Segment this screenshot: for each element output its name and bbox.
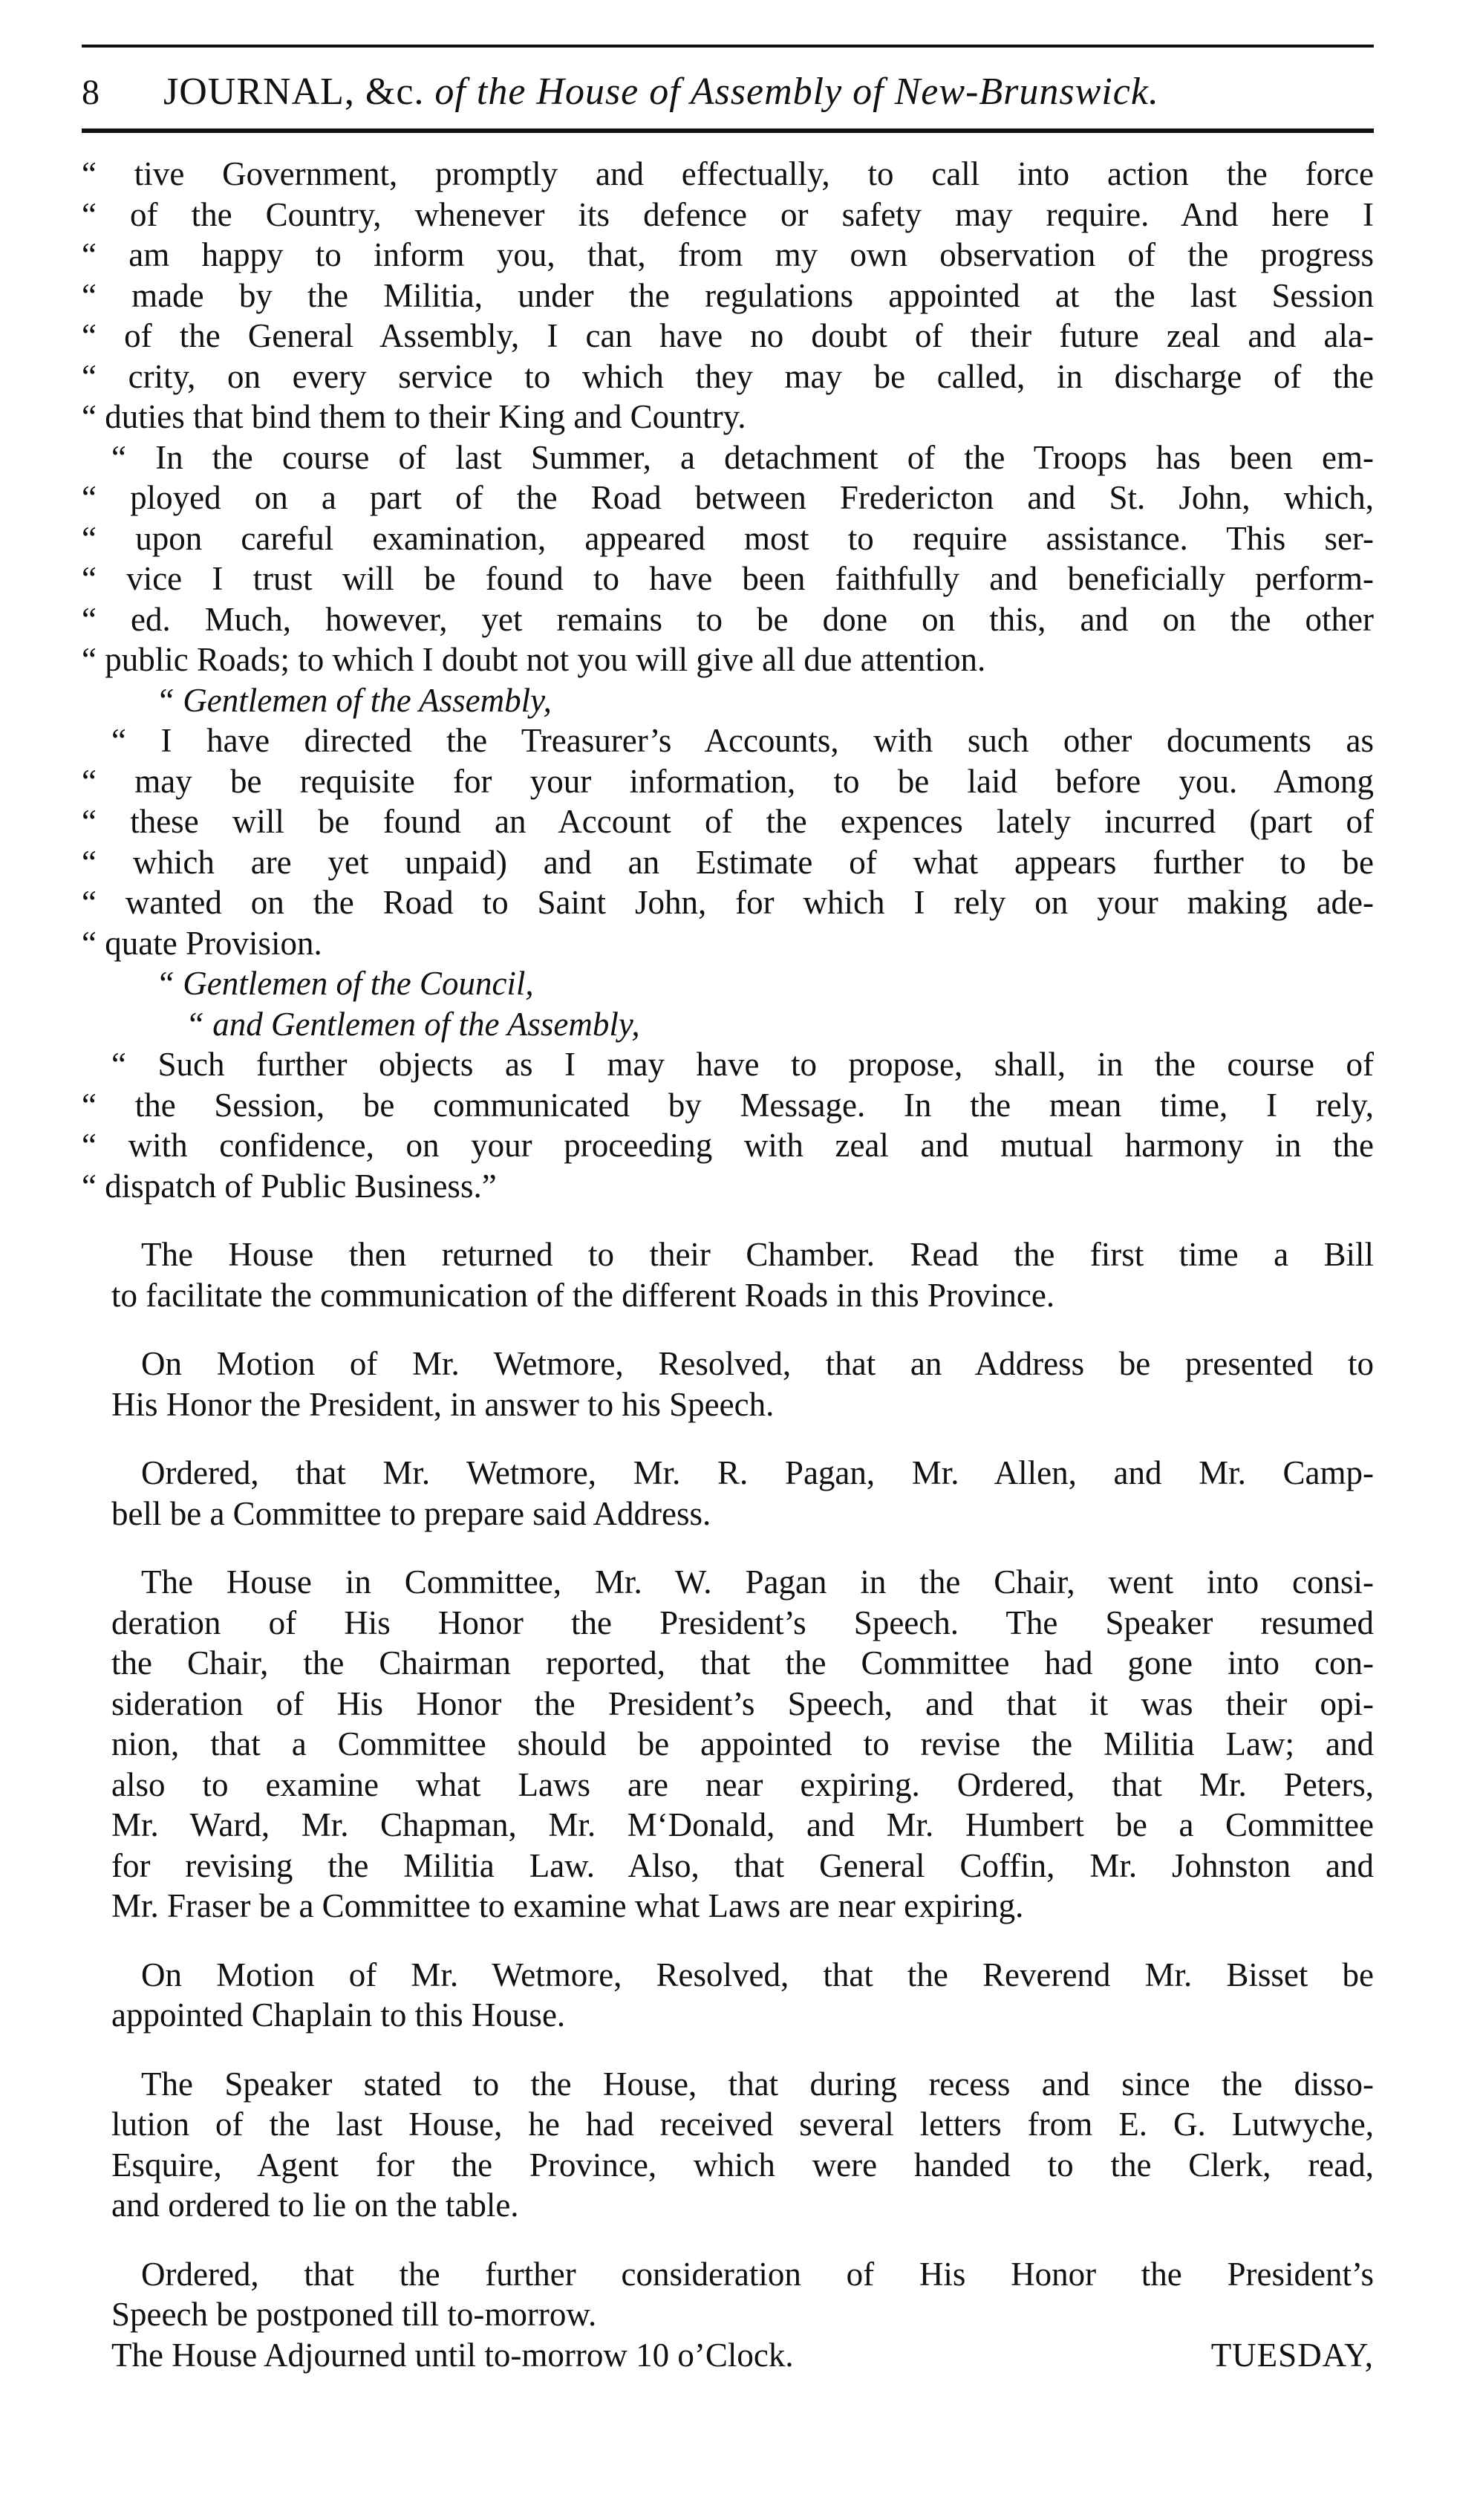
speech-line: “ upon careful examination, appeared most to require assistance. This ser- (82, 519, 1374, 557)
speech-line: “ In the course of last Summer, a detachment of the Troops has been em- (111, 438, 1374, 476)
paragraph-line: and ordered to lie on the table. (111, 2187, 519, 2224)
paragraph-line: The House in Committee, Mr. W. Pagan in the Chair, went into consi- (141, 1563, 1374, 1601)
top-rule (82, 45, 1374, 48)
paragraph-line: The House then returned to their Chamber. Read the first time a Bill (141, 1236, 1374, 1273)
speech-line: “ vice I trust will be found to have been faithfully and beneficially perform- (82, 560, 1374, 597)
speech-line: “ the Session, be communicated by Message. In the mean time, I rely, (82, 1086, 1374, 1124)
paragraph-line: Ordered, that the further consideration of His Honor the President’s (141, 2255, 1374, 2293)
speech-line: “ am happy to inform you, that, from my own observation of the progress (82, 236, 1374, 273)
speech-line: “ dispatch of Public Business.” (82, 1167, 497, 1205)
adjournment-text: The House Adjourned until to-morrow 10 o’Clock. (111, 2336, 794, 2374)
header-rule (82, 128, 1374, 133)
speech-block-2 (82, 437, 1374, 680)
paragraph-postponed (82, 2254, 1374, 2335)
adjournment-row (82, 2335, 1374, 2376)
page-header (82, 70, 1374, 115)
speech-line: “ public Roads; to which I doubt not you will give all due attention. (82, 641, 986, 678)
running-head (163, 70, 1159, 114)
paragraph-line: for revising the Militia Law. Also, that General Coffin, Mr. Johnston and (111, 1846, 1374, 1884)
paragraph-line: On Motion of Mr. Wetmore, Resolved, that an Address be presented to (141, 1345, 1374, 1382)
speech-line: “ I have directed the Treasurer’s Accounts, with such other documents as (111, 722, 1374, 759)
running-head-journal: JOURNAL, &c. (163, 71, 425, 113)
paragraph-address-committee (82, 1453, 1374, 1534)
paragraph-line: sideration of His Honor the President’s Speech, and that it was their opi- (111, 1684, 1374, 1722)
speech-line: “ of the General Assembly, I can have no doubt of their future zeal and ala- (82, 317, 1374, 354)
speech-line: “ Such further objects as I may have to propose, shall, in the course of (111, 1046, 1374, 1083)
paragraph-address-motion (82, 1344, 1374, 1425)
speech-line: “ tive Government, promptly and effectually, to call into action the force (82, 155, 1374, 192)
paragraph-line: nion, that a Committee should be appointed to revise the Militia Law; and (111, 1725, 1374, 1762)
speech-line: “ with confidence, on your proceeding with zeal and mutual harmony in the (82, 1127, 1374, 1164)
paragraph-line: deration of His Honor the President’s Speech. The Speaker resumed (111, 1604, 1374, 1641)
speech-line: “ made by the Militia, under the regulations appointed at the last Session (82, 276, 1374, 314)
paragraph-line: lution of the last House, he had received several letters from E. G. Lutwyche, (111, 2106, 1374, 2143)
salutation-council: “ Gentlemen of the Council, (156, 965, 534, 1002)
paragraph-line: Esquire, Agent for the Province, which were handed to the Clerk, read, (111, 2146, 1374, 2184)
paragraph-line: Mr. Ward, Mr. Chapman, Mr. M‘Donald, and Mr. Humbert be a Committee (111, 1806, 1374, 1843)
paragraph-line: Speech be postponed till to-morrow. (111, 2296, 597, 2333)
speech-line: “ duties that bind them to their King and Country. (82, 398, 746, 435)
speech-line: “ these will be found an Account of the expences lately incurred (part of (82, 803, 1374, 840)
paragraph-line: to facilitate the communication of the different Roads in this Province. (111, 1276, 1055, 1314)
speech-line: “ quate Provision. (82, 924, 322, 962)
speech-block-4 (82, 1044, 1374, 1206)
salutation-assembly: “ Gentlemen of the Assembly, (156, 681, 552, 719)
speech-line: “ wanted on the Road to Saint John, for which I rely on your making ade- (82, 884, 1374, 921)
paragraph-line: On Motion of Mr. Wetmore, Resolved, that the Reverend Mr. Bisset be (141, 1956, 1374, 1993)
speech-line: “ of the Country, whenever its defence or safety may require. And here I (82, 195, 1374, 233)
speech-line: “ ed. Much, however, yet remains to be done on this, and on the other (82, 600, 1374, 638)
speech-line: “ may be requisite for your information, to be laid before you. Among (82, 762, 1374, 800)
speech-block-3 (82, 720, 1374, 963)
speech-line: “ which are yet unpaid) and an Estimate of what appears further to be (82, 843, 1374, 881)
salutation-and-assembly: “ and Gentlemen of the Assembly, (186, 1005, 640, 1043)
catchword: TUESDAY, (1210, 2336, 1374, 2374)
speech-line: “ crity, on every service to which they may be called, in discharge of the (82, 357, 1374, 395)
document-page (82, 45, 1374, 2375)
paragraph-line: His Honor the President, in answer to his Speech. (111, 1385, 775, 1423)
paragraph-line: bell be a Committee to prepare said Address. (111, 1494, 711, 1532)
paragraph-line: The Speaker stated to the House, that during recess and since the disso- (141, 2065, 1374, 2103)
running-head-title: of the House of Assembly of New-Brunswick. (434, 71, 1159, 113)
paragraph-line: Ordered, that Mr. Wetmore, Mr. R. Pagan, Mr. Allen, and Mr. Camp- (141, 1454, 1374, 1491)
paragraph-line: Mr. Fraser be a Committee to examine what Laws are near expiring. (111, 1887, 1024, 1924)
paragraph-line: appointed Chaplain to this House. (111, 1996, 566, 2034)
paragraph-speaker-letters (82, 2064, 1374, 2226)
speech-line: “ ployed on a part of the Road between Fredericton and St. John, which, (82, 479, 1374, 516)
paragraph-line: also to examine what Laws are near expiring. Ordered, that Mr. Peters, (111, 1765, 1374, 1803)
paragraph-returned-to-chamber (82, 1234, 1374, 1315)
paragraph-line: the Chair, the Chairman reported, that the Committee had gone into con- (111, 1644, 1374, 1681)
paragraph-committee-of-whole (82, 1562, 1374, 1927)
speech-block-1 (82, 154, 1374, 437)
paragraph-chaplain (82, 1955, 1374, 2036)
page-number: 8 (82, 73, 100, 112)
